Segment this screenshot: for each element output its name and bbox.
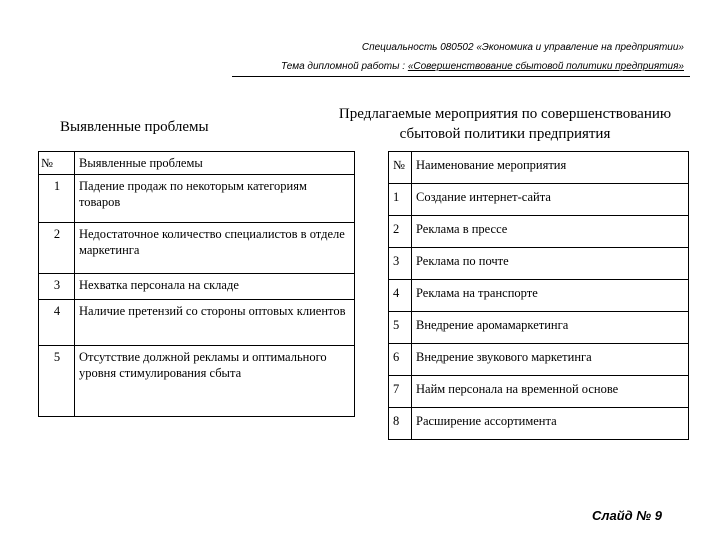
measures-title	[320, 104, 690, 144]
topic-value: «Совершенствование сбытовой политики предприятия»	[407, 61, 684, 72]
row-text: Создание интернет-сайта	[412, 184, 689, 216]
table-row	[389, 248, 689, 280]
col-measure: Наименование мероприятия	[412, 152, 689, 184]
col-number: №	[389, 152, 412, 184]
row-number: 8	[389, 408, 412, 440]
problems-title: Выявленные проблемы	[60, 119, 209, 135]
measures-title-line1: Предлагаемые мероприятия по совершенствованию	[338, 106, 672, 122]
topic-header	[281, 61, 684, 72]
table-row	[389, 280, 689, 312]
row-number: 5	[39, 346, 75, 417]
row-number: 3	[39, 274, 75, 300]
problems-table	[38, 151, 355, 417]
row-number: 1	[39, 175, 75, 223]
row-text: Реклама на транспорте	[412, 280, 689, 312]
row-number: 6	[389, 344, 412, 376]
row-text: Внедрение звукового маркетинга	[412, 344, 689, 376]
table-row	[39, 274, 355, 300]
row-number: 4	[389, 280, 412, 312]
header-divider	[232, 76, 690, 77]
row-number: 3	[389, 248, 412, 280]
row-text: Реклама в прессе	[412, 216, 689, 248]
row-number: 4	[39, 300, 75, 346]
topic-label: Тема дипломной работы :	[281, 61, 408, 72]
measures-table	[388, 151, 689, 440]
table-row	[389, 376, 689, 408]
table-row	[39, 175, 355, 223]
table-header-row	[39, 152, 355, 175]
slide-number: Слайд № 9	[592, 508, 663, 523]
row-text: Найм персонала на временной основе	[412, 376, 689, 408]
col-number: №	[39, 152, 75, 175]
row-text: Отсутствие должной рекламы и оптимального уровня стимулирования сбыта	[75, 346, 355, 417]
row-number: 2	[39, 223, 75, 274]
table-row	[389, 408, 689, 440]
row-text: Падение продаж по некоторым категориям товаров	[75, 175, 355, 223]
row-number: 5	[389, 312, 412, 344]
specialty-header: Специальность 080502 «Экономика и управление на предприятии»	[361, 42, 684, 53]
table-header-row	[389, 152, 689, 184]
row-text: Реклама по почте	[412, 248, 689, 280]
table-row	[389, 184, 689, 216]
table-row	[39, 346, 355, 417]
row-number: 1	[389, 184, 412, 216]
table-row	[39, 300, 355, 346]
row-number: 7	[389, 376, 412, 408]
row-text: Нехватка персонала на складе	[75, 274, 355, 300]
row-text: Наличие претензий со стороны оптовых клиентов	[75, 300, 355, 346]
row-text: Внедрение аромамаркетинга	[412, 312, 689, 344]
table-row	[389, 216, 689, 248]
table-row	[39, 223, 355, 274]
table-row	[389, 312, 689, 344]
col-problem: Выявленные проблемы	[75, 152, 355, 175]
row-text: Недостаточное количество специалистов в отделе маркетинга	[75, 223, 355, 274]
table-row	[389, 344, 689, 376]
row-number: 2	[389, 216, 412, 248]
measures-title-line2: сбытовой политики предприятия	[399, 126, 611, 142]
row-text: Расширение ассортимента	[412, 408, 689, 440]
